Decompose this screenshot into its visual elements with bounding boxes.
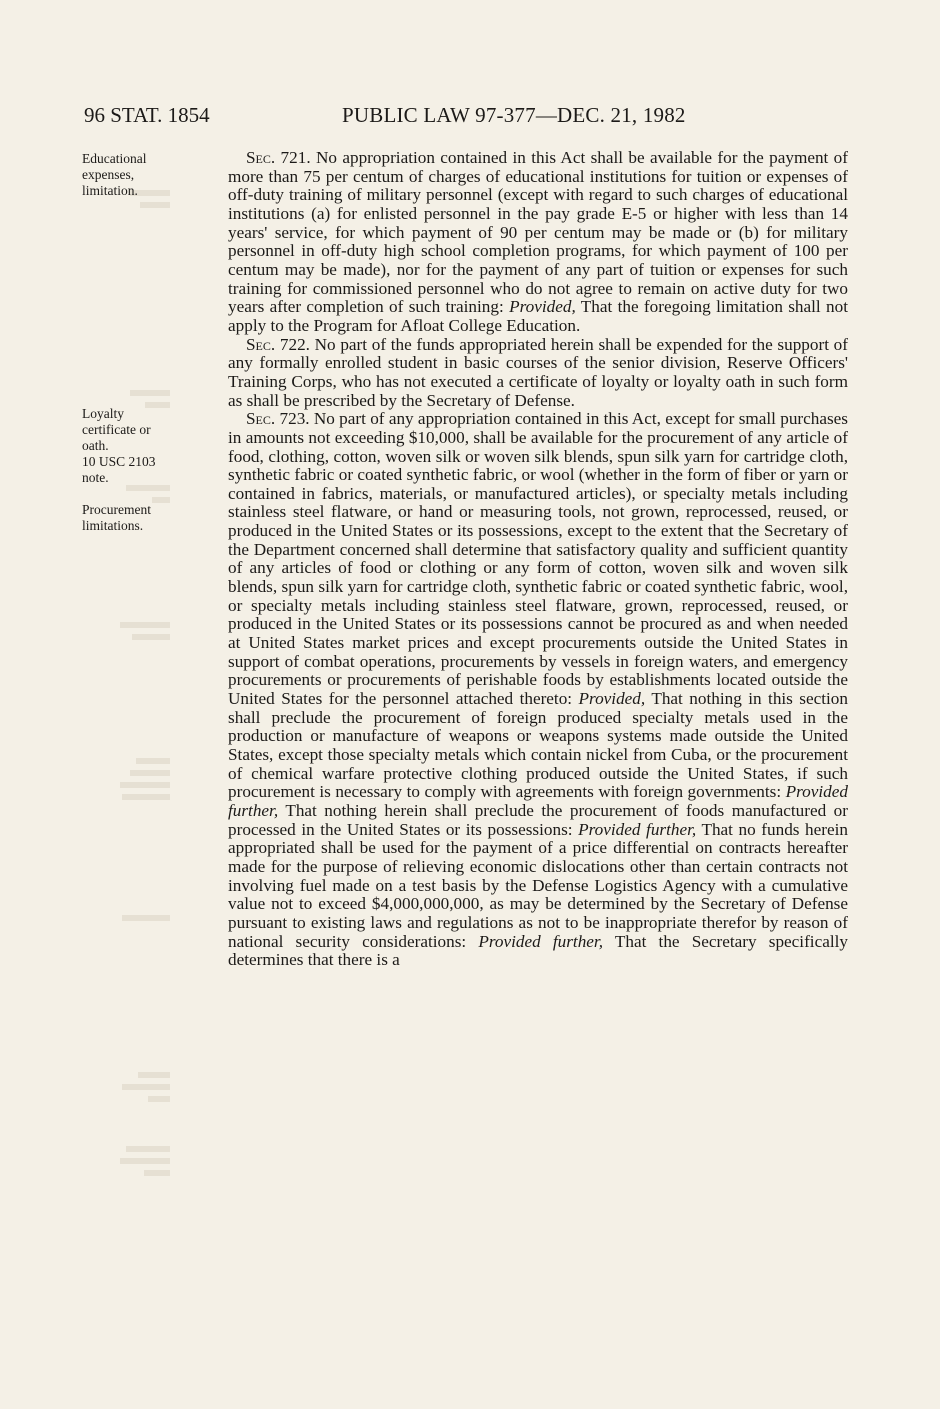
section-text: That the Secretary specifically determines that there is a bbox=[228, 931, 848, 970]
margin-note-line: oath. bbox=[82, 438, 109, 453]
section-text: That nothing herein shall preclude the procurement of foods manufactured or processed in the United States or its possessions: bbox=[228, 800, 848, 839]
margin-note-line: Educational bbox=[82, 151, 147, 166]
section-text: That no funds herein appropriated shall be used for the payment of a price differential on contracts hereafter made for the purpose of relieving economic dislocations other than certain contracts not involving fuel made on a test basis by the Defense Logistics Agency with a cumulative value not to exceed $4,000,000,000, as may be determined by the Secretary of Defense pursuant to existing laws and regulations as not to be inappropriate therefor by reason of national security considerations: bbox=[228, 819, 848, 951]
section-label: Sec. bbox=[246, 148, 276, 167]
section-723 bbox=[228, 410, 848, 970]
margin-note-line: limitations. bbox=[82, 518, 144, 533]
margin-note-loyalty-oath bbox=[82, 406, 212, 486]
statute-page-reference: 96 STAT. 1854 bbox=[84, 103, 210, 127]
show-through-ghost bbox=[60, 758, 170, 818]
section-label: Sec. bbox=[246, 409, 276, 429]
section-text: 721. No appropriation contained in this Act shall be available for the payment of more than 75 per centum of charges of educational institutions for tuition or expenses of off-duty training of military personnel (except with regard to such charges of educational institutions (a) for enlisted personnel in the pay grade E-5 or higher with less than 14 years' service, for which payment of 90 per centum may be made or (b) for military personnel in off-duty high school completion programs, for which payment of 100 per centum may be made), nor for the payment of any part of tuition or expenses for such training for commissioned personnel who do not agree to remain on active duty for two years after completion of such training: bbox=[228, 148, 848, 317]
section-721 bbox=[228, 149, 848, 336]
margin-note-citation: 10 USC 2103 bbox=[82, 454, 156, 469]
section-text: 722. No part of the funds appropriated herein shall be expended for the support of any formally enrolled student in basic courses of the senior division, Reserve Officers' Training Corps, who has not executed a certificate of loyalty or loyalty oath in such form as shall be prescribed by the Secretary of Defense. bbox=[228, 334, 848, 410]
margin-note-line: note. bbox=[82, 470, 109, 485]
section-text: 723. No part of any appropriation contained in this Act, except for small purchases in amounts not exceeding $10,000, shall be available for the procurement of any article of food, clothing, cotton, woven silk or woven silk blends, spun silk yarn for cartridge cloth, synthetic fabric or coated synthetic fabric, or wool (whether in the form of fiber or yarn or contained in fabrics, materials, or manufactured articles), or specialty metals including stainless steel flatware, or hand or measuring tools, not grown, reprocessed, reused, or produced in the United States or its possessions, except to the extent that the Secretary of the Department concerned shall determine that satisfactory quality and sufficient quantity of any articles of food or clothing or any form of cotton, woven silk and woven silk blends, spun silk yarn for cartridge cloth, synthetic fabric or coated synthetic fabric, wool, or specialty metals including stainless steel flatware, grown, reprocessed, reused, or produced in the United States or its possessions cannot be procured as and when needed at United States market prices and except procurements outside the United States in support of combat operations, procurements by vessels in foreign waters, and emergency procurements or procurements of perishable foods by establishments located outside the United States for the personnel attached thereto: bbox=[228, 409, 848, 709]
show-through-ghost bbox=[60, 622, 170, 652]
section-text: That nothing in this section shall preclude the procurement of foreign produced specialty metals used in the production or manufacture of weapons or weapons systems made outside the United States, except those specialty metals which contain nickel from Cuba, or the procurement of chemical warfare protective clothing produced outside the United States, if such procurement is necessary to comply with agreements with foreign governments: bbox=[228, 689, 848, 802]
proviso-marker: Provided further, bbox=[228, 782, 848, 820]
margin-note-line: Procurement bbox=[82, 502, 151, 517]
margin-note-line: limitation. bbox=[82, 183, 138, 198]
statute-body bbox=[228, 149, 848, 970]
section-722 bbox=[228, 336, 848, 411]
margin-note-line: Loyalty bbox=[82, 406, 124, 421]
public-law-heading: PUBLIC LAW 97-377—DEC. 21, 1982 bbox=[342, 103, 686, 127]
proviso-marker: Provided, bbox=[578, 689, 646, 709]
margin-note-line: expenses, bbox=[82, 167, 135, 182]
show-through-ghost bbox=[60, 1072, 170, 1112]
margin-note-educational-expenses bbox=[82, 151, 212, 199]
running-head bbox=[84, 100, 848, 130]
proviso-marker: Provided further, bbox=[578, 819, 697, 839]
show-through-ghost bbox=[60, 915, 170, 925]
margin-note-line: certificate or bbox=[82, 422, 151, 437]
proviso-marker: Provided, bbox=[509, 297, 576, 317]
section-label: Sec. bbox=[246, 334, 276, 354]
margin-note-procurement-limitations bbox=[82, 502, 212, 534]
proviso-marker: Provided further, bbox=[478, 931, 604, 951]
section-text: That the foregoing limitation shall not apply to the Program for Afloat College Education. bbox=[228, 297, 848, 335]
show-through-ghost bbox=[60, 1146, 170, 1186]
